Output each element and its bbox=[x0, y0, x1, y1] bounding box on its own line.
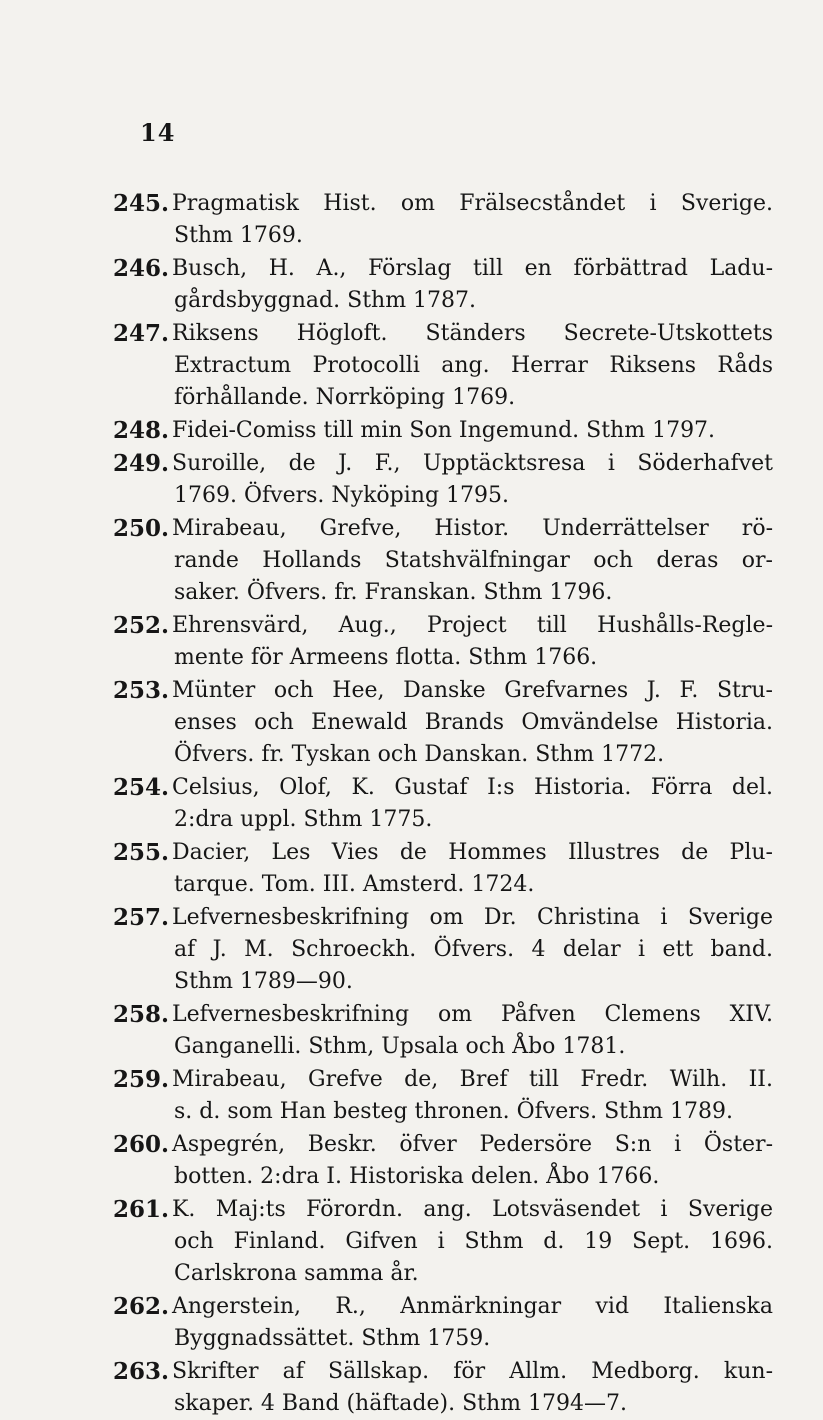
entry-number: 259. bbox=[113, 1066, 170, 1093]
entry-number: 252. bbox=[113, 612, 170, 639]
entry-text-line: saker. Öfvers. fr. Franskan. Sthm 1796. bbox=[174, 580, 613, 605]
entry-text-line: gårdsbyggnad. Sthm 1787. bbox=[174, 288, 477, 313]
entry-text-line: Ganganelli. Sthm, Upsala och Åbo 1781. bbox=[174, 1034, 626, 1059]
entry-number: 246. bbox=[113, 255, 170, 282]
entry-text-line: Busch, H. A., Förslag till en förbättrad Ladu- bbox=[172, 256, 773, 281]
catalogue-entry bbox=[113, 448, 773, 512]
entry-text-line: Aspegrén, Beskr. öfver Pedersöre S:n i Öster- bbox=[172, 1132, 773, 1157]
entry-number: 245. bbox=[113, 190, 170, 217]
entry-text-line: s. d. som Han besteg thronen. Öfvers. Sthm 1789. bbox=[174, 1099, 733, 1124]
catalogue-entries bbox=[113, 188, 773, 1420]
catalogue-entry bbox=[113, 902, 773, 998]
entry-number: 257. bbox=[113, 904, 170, 931]
entry-text-line: Öfvers. fr. Tyskan och Danskan. Sthm 1772. bbox=[174, 742, 665, 767]
entry-text-line: Riksens Högloft. Ständers Secrete-Utskottets bbox=[172, 321, 773, 346]
entry-number: 249. bbox=[113, 450, 170, 477]
entry-text-line: botten. 2:dra I. Historiska delen. Åbo 1766. bbox=[174, 1164, 660, 1189]
entry-text-line: Sthm 1789—90. bbox=[174, 969, 353, 994]
catalogue-entry bbox=[113, 675, 773, 771]
entry-text-line: Suroille, de J. F., Upptäcktsresa i Söderhafvet bbox=[172, 451, 773, 476]
catalogue-entry bbox=[113, 1129, 773, 1193]
entry-number: 255. bbox=[113, 839, 170, 866]
entry-text-line: rande Hollands Statshvälfningar och deras or- bbox=[174, 548, 773, 573]
entry-text-line: Angerstein, R., Anmärkningar vid Italienska bbox=[172, 1294, 773, 1319]
entry-text-line: tarque. Tom. III. Amsterd. 1724. bbox=[174, 872, 535, 897]
catalogue-entry bbox=[113, 1064, 773, 1128]
entry-text-line: mente för Armeens flotta. Sthm 1766. bbox=[174, 645, 598, 670]
entry-text-line: af J. M. Schroeckh. Öfvers. 4 delar i ett band. bbox=[174, 937, 773, 962]
entry-text-line: Mirabeau, Grefve, Histor. Underrättelser rö- bbox=[172, 516, 773, 541]
entry-number: 248. bbox=[113, 417, 170, 444]
entry-number: 247. bbox=[113, 320, 170, 347]
entry-text-line: Fidei-Comiss till min Son Ingemund. Sthm 1797. bbox=[172, 418, 716, 443]
entry-text-line: Celsius, Olof, K. Gustaf I:s Historia. Förra del. bbox=[172, 775, 773, 800]
catalogue-entry bbox=[113, 513, 773, 609]
entry-number: 258. bbox=[113, 1001, 170, 1028]
entry-number: 254. bbox=[113, 774, 170, 801]
catalogue-entry bbox=[113, 772, 773, 836]
entry-text-line: Skrifter af Sällskap. för Allm. Medborg. kun- bbox=[172, 1359, 773, 1384]
entry-text-line: och Finland. Gifven i Sthm d. 19 Sept. 1696. bbox=[174, 1229, 773, 1254]
catalogue-entry bbox=[113, 253, 773, 317]
entry-text-line: Ehrensvärd, Aug., Project till Hushålls-Regle- bbox=[172, 613, 773, 638]
entry-text-line: 2:dra uppl. Sthm 1775. bbox=[174, 807, 433, 832]
catalogue-entry bbox=[113, 1291, 773, 1355]
catalogue-entry bbox=[113, 610, 773, 674]
entry-number: 263. bbox=[113, 1358, 170, 1385]
entry-text-line: Byggnadssättet. Sthm 1759. bbox=[174, 1326, 491, 1351]
entry-text-line: Carlskrona samma år. bbox=[174, 1261, 419, 1286]
entry-text-line: Extractum Protocolli ang. Herrar Riksens Råds bbox=[174, 353, 773, 378]
entry-text-line: 1769. Öfvers. Nyköping 1795. bbox=[174, 483, 509, 508]
entry-text-line: skaper. 4 Band (häftade). Sthm 1794—7. bbox=[174, 1391, 627, 1416]
entry-text-line: Dacier, Les Vies de Hommes Illustres de Plu- bbox=[172, 840, 773, 865]
catalogue-entry bbox=[113, 1194, 773, 1290]
entry-number: 262. bbox=[113, 1293, 170, 1320]
entry-text-line: Pragmatisk Hist. om Frälsecståndet i Sverige. bbox=[172, 191, 773, 216]
catalogue-entry bbox=[113, 1356, 773, 1420]
entry-text-line: Lefvernesbeskrifning om Dr. Christina i Sverige bbox=[172, 905, 773, 930]
entry-text-line: Münter och Hee, Danske Grefvarnes J. F. Stru- bbox=[172, 678, 773, 703]
catalogue-entry bbox=[113, 999, 773, 1063]
entry-text-line: Lefvernesbeskrifning om Påfven Clemens XIV. bbox=[172, 1002, 773, 1027]
page-number: 14 bbox=[140, 118, 176, 147]
catalogue-entry bbox=[113, 837, 773, 901]
entry-text-line: Mirabeau, Grefve de, Bref till Fredr. Wilh. II. bbox=[172, 1067, 773, 1092]
catalogue-entry bbox=[113, 188, 773, 252]
entry-number: 261. bbox=[113, 1196, 170, 1223]
entry-text-line: K. Maj:ts Förordn. ang. Lotsväsendet i Sverige bbox=[172, 1197, 773, 1222]
entry-number: 253. bbox=[113, 677, 170, 704]
entry-text-line: Sthm 1769. bbox=[174, 223, 303, 248]
entry-text-line: förhållande. Norrköping 1769. bbox=[174, 385, 516, 410]
entry-number: 250. bbox=[113, 515, 170, 542]
catalogue-entry bbox=[113, 415, 773, 447]
entry-text-line: enses och Enewald Brands Omvändelse Historia. bbox=[174, 710, 773, 735]
catalogue-entry bbox=[113, 318, 773, 414]
entry-number: 260. bbox=[113, 1131, 170, 1158]
